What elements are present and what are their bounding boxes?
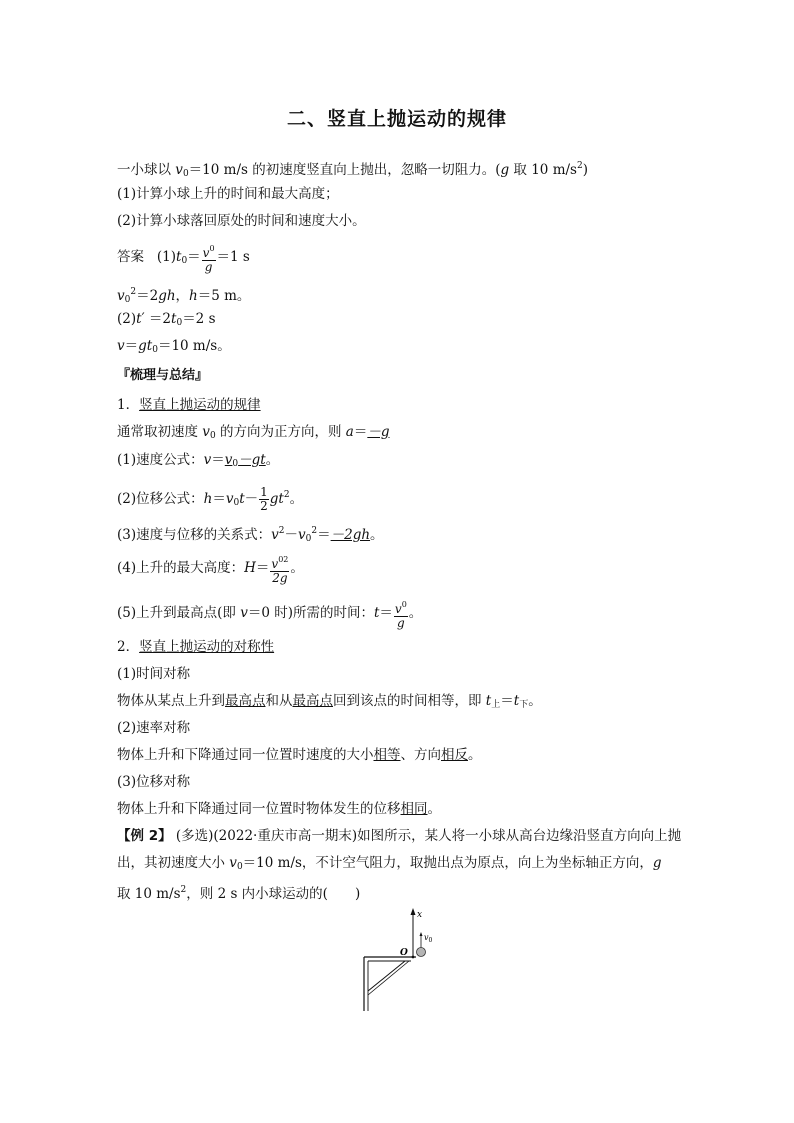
- fraction: $\frac{v^{02}}{2g}$: [271, 554, 289, 585]
- question-2: (2)计算小球落回原处的时间和速度大小。: [117, 213, 366, 229]
- summary-heading: 『梳理与总结』: [117, 368, 209, 383]
- answer-line-4: $v=gt_0=10$ m/s。: [117, 338, 231, 355]
- s2-speed-heading: (2)速率对称: [117, 720, 191, 736]
- answer-line-3: $(2)t' =2t_0=2$ s: [117, 311, 216, 328]
- velocity-arrowhead: [420, 932, 423, 936]
- s2-heading: 2．竖直上抛运动的对称性: [117, 639, 275, 655]
- section-title: 二、竖直上抛运动的规律: [286, 108, 507, 130]
- brace: [368, 961, 405, 991]
- fraction: $\frac{1}{2}$: [260, 485, 268, 513]
- formula-velocity: (1)速度公式：$v=v_0-gt$。: [117, 452, 280, 469]
- s2-speed-text: 物体上升和下降通过同一位置时速度的大小相等、方向相反。: [117, 747, 482, 763]
- answer-line-1: 答案 $(1)t_0=$ $\frac{v^0}{g}$ ＝1 s: [117, 243, 250, 274]
- question-1: (1)计算小球上升的时间和最大高度；: [117, 186, 339, 202]
- example-line-2: 出，其初速度大小 $v_0=10$ m/s，不计空气阻力，取抛出点为原点，向上为坐标轴正方向，g: [117, 855, 662, 872]
- formula-velocity-displacement: (3)速度与位移的关系式：$v^2-v_0^2=-2gh$。: [117, 526, 384, 544]
- v0-label: $v_0$: [424, 933, 433, 944]
- example-line-3: 取 10 $m/s^2$，则 2 s 内小球运动的( ): [117, 885, 361, 902]
- fraction: $\frac{v^0}{g}$: [202, 243, 215, 274]
- ball: [417, 948, 426, 957]
- x-axis-label: x: [417, 910, 423, 920]
- example-line-1: 【例 2】 (多选)(2022·重庆市高一期末)如图所示，某人将一小球从高台边缘沿竖直方向向上抛: [117, 828, 682, 844]
- s2-displacement-text: 物体上升和下降通过同一位置时物体发生的位移相同。: [117, 801, 441, 817]
- formula-displacement: (2)位移公式：$h=v_0t-$ $\frac{1}{2}$ $gt^2$。: [117, 485, 304, 513]
- fraction: $\frac{v^0}{g}$: [394, 599, 407, 630]
- brace-inner: [368, 961, 409, 995]
- s1-intro: 通常取初速度 $v_0$ 的方向为正方向，则 a＝－g: [117, 424, 390, 441]
- x-axis-arrow: [411, 908, 416, 915]
- platform-figure: [355, 905, 445, 1015]
- s2-time-text: 物体从某点上升到最高点和从最高点回到该点的时间相等，即 $t_上=t_下$。: [117, 693, 542, 710]
- formula-max-height: (4)上升的最大高度：H＝ $\frac{v^{02}}{2g}$ 。: [117, 554, 304, 585]
- problem-statement: 一小球以 $v_0=10$ m/s 的初速度竖直向上抛出，忽略一切阻力。(g 取 10 $m/s^2$): [117, 161, 588, 179]
- s2-time-heading: (1)时间对称: [117, 666, 191, 682]
- formula-rise-time: (5)上升到最高点(即 v＝0 时)所需的时间：t＝ $\frac{v^0}{g}$ 。: [117, 599, 423, 630]
- s2-displacement-heading: (3)位移对称: [117, 774, 191, 790]
- origin-label: O: [400, 948, 408, 958]
- s1-heading: 1．竖直上抛运动的规律: [117, 397, 261, 413]
- answer-line-2: $v_0^2=2gh$，h＝5 m。: [117, 287, 251, 305]
